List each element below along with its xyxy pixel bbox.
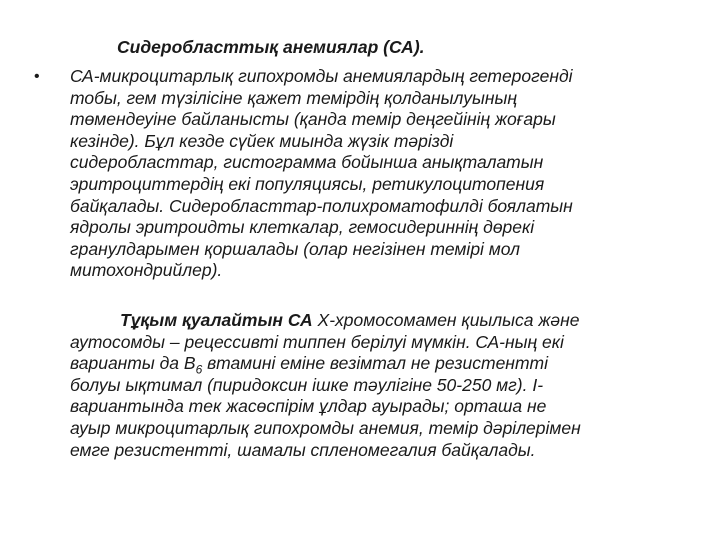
vitamin-subscript: 6 [195, 362, 203, 377]
paragraph-1-line: митохондрийлер). [70, 260, 223, 281]
paragraph-2 [70, 310, 690, 461]
paragraph-1-line: СА-микроцитарлық гипохромды анемиялардың гетерогенді [70, 66, 573, 86]
paragraph-1 [70, 66, 690, 282]
paragraph-1-line: кезінде). Бұл кезде сүйек миында жүзік тәрізді [70, 130, 454, 151]
paragraph-2-line: емге резистентті, шамалы спленомегалия байқалады. [70, 439, 536, 460]
paragraph-2-line [70, 310, 690, 332]
paragraph-2-line: вариантында тек жасөспірім ұлдар ауырады; орташа не [70, 396, 547, 417]
paragraph-2-line: ауыр микроцитарлық гипохромды анемия, темір дәрілерімен [70, 417, 581, 438]
paragraph-1-line: гранулдарымен қоршалады (олар негізінен темірі мол [70, 238, 521, 259]
paragraph-1-line: ядролы эритроидты клеткалар, гемосидериннің дөрекі [70, 217, 535, 238]
bullet-icon: • [34, 68, 40, 85]
paragraph-2-line3-pre: варианты да В [70, 353, 196, 374]
paragraph-2-line: аутосомды – рецессивті типпен берілуі мүмкін. СА-ның екі [70, 331, 564, 352]
paragraph-1-line: төмендеуіне байланысты (қанда темір деңгейінің жоғары [70, 109, 556, 130]
paragraph-2-line3-post: втамині еміне везімтал не резистентті [202, 353, 548, 374]
paragraph-1-line: тобы, гем түзілісіне қажет темірдің қолданылуының [70, 87, 517, 108]
paragraph-2-line [70, 353, 690, 375]
paragraph-1-line: байқалады. Сидеробласттар-полихроматофилді боялатын [70, 195, 573, 216]
hereditary-sa-heading: Тұқым қуалайтын СА [120, 310, 313, 330]
paragraph-2-line1-text: Х-хромосомамен қиылыса және [312, 310, 580, 330]
slide-title: Сидеробласттық анемиялар (СА). [117, 37, 425, 57]
paragraph-2-line: болуы ықтимал (пиридоксин ішке тәулігіне 50-250 мг). І- [70, 374, 544, 395]
paragraph-1-line: эритроциттердің екі популяциясы, ретикулоцитопения [70, 173, 545, 194]
paragraph-1-line: сидеробласттар, гистограмма бойынша анықталатын [70, 152, 544, 173]
